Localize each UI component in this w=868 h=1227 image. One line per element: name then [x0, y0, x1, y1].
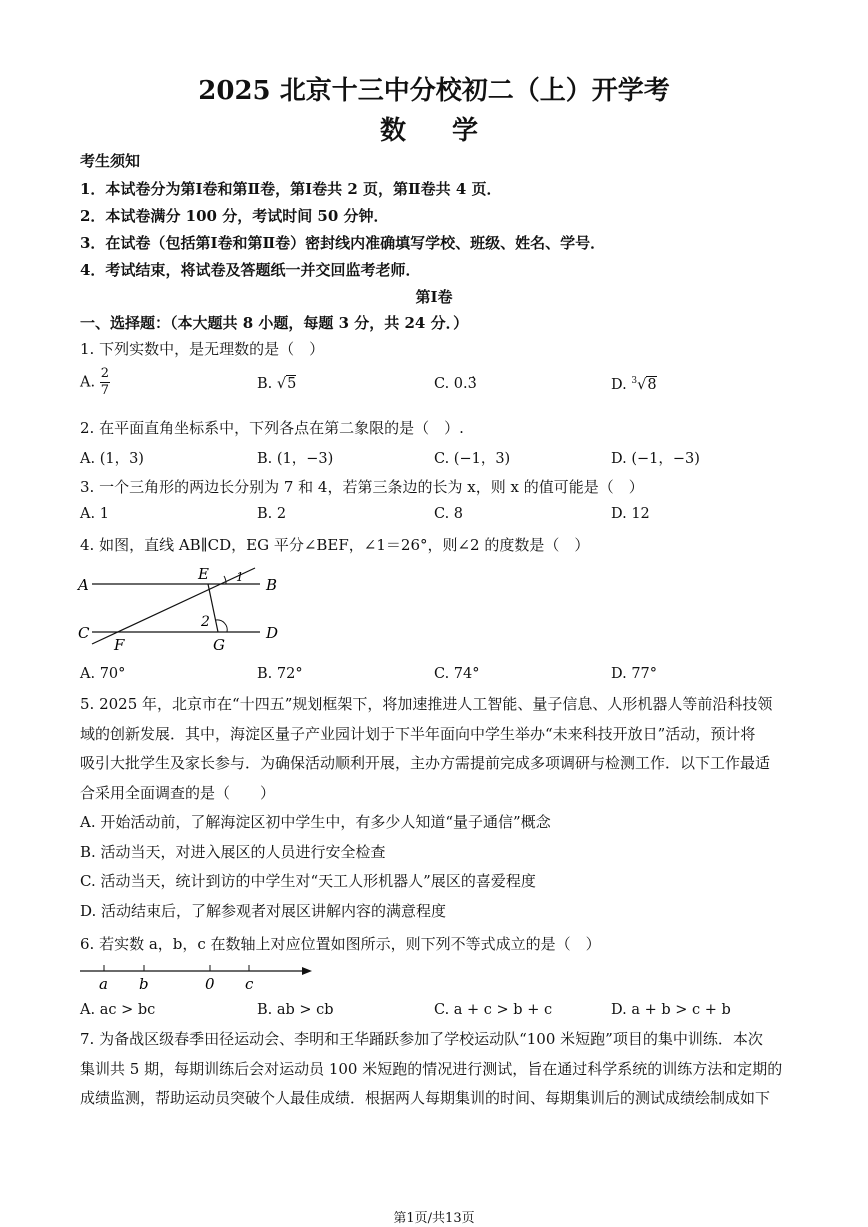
- label-e: E: [198, 565, 209, 583]
- q7-stem: [80, 1025, 790, 1114]
- q1-option-d: [611, 376, 657, 393]
- q1-option-b: [257, 376, 296, 392]
- q1-a-numerator: 2: [100, 366, 109, 381]
- number-line: [76, 962, 326, 994]
- page-footer: 第1页/共13页: [393, 1211, 475, 1226]
- notice-item-3: 3．在试卷（包括第Ⅰ卷和第Ⅱ卷）密封线内准确填写学校、班级、姓名、学号．: [80, 234, 606, 252]
- label-b: B: [266, 576, 278, 594]
- notice-item-1: 1．本试卷分为第Ⅰ卷和第Ⅱ卷，第Ⅰ卷共 2 页，第Ⅱ卷共 4 页．: [80, 180, 502, 198]
- q4-option-b: B. 72°: [257, 666, 303, 682]
- label-zero: 0: [205, 975, 215, 993]
- label-d: D: [266, 624, 279, 642]
- q5-option-d: D. 活动结束后，了解参观者对展区讲解内容的满意程度: [80, 901, 447, 920]
- label-c: C: [78, 624, 90, 642]
- label-f: F: [114, 636, 125, 654]
- q1-a-fraction: [100, 366, 110, 399]
- q3-option-b: B. 2: [257, 506, 287, 522]
- q2-option-c: C. (−1，3): [434, 451, 511, 467]
- q4-figure: [70, 562, 290, 658]
- label-g: G: [213, 636, 225, 654]
- label-b: b: [139, 975, 149, 993]
- q1-a-label: A.: [80, 374, 96, 391]
- q1-d-radicand: 8: [647, 376, 657, 393]
- q4-option-a: A. 70°: [80, 666, 126, 682]
- sqrt-icon: √: [276, 376, 287, 392]
- cube-root-icon: √: [637, 376, 647, 393]
- q5-stem-line-1: 5. 2025 年，北京市在“十四五”规划框架下，将加速推进人工智能、量子信息、人形机器人等前沿科技领: [80, 695, 773, 713]
- part1-label: 第Ⅰ卷: [415, 288, 453, 306]
- q3-option-a: A. 1: [80, 506, 109, 522]
- q3-option-d: D. 12: [611, 506, 650, 522]
- q5-stem-line-4: 合采用全面调查的是（ ）: [80, 783, 276, 802]
- q5-stem-line-2: 域的创新发展．其中，海淀区量子产业园计划于下半年面向中学生举办“未来科技开放日”活动，预计将: [80, 724, 756, 743]
- q5-stem: [80, 690, 790, 926]
- q6-option-d: D. a + b > c + b: [611, 1002, 731, 1018]
- q4-option-c: C. 74°: [434, 666, 480, 682]
- q5-stem-line-3: 吸引大批学生及家长参与．为确保活动顺利开展，主办方需提前完成多项调研与检测工作．以下工作最适: [80, 754, 771, 772]
- q3-stem: 3. 一个三角形的两边长分别为 7 和 4，若第三条边的长为 x，则 x 的值可能是（ ）: [80, 478, 644, 496]
- q6-option-a: A. ac > bc: [80, 1002, 156, 1018]
- q3-option-c: C. 8: [434, 506, 464, 522]
- q2-stem: 2. 在平面直角坐标系中，下列各点在第二象限的是（ ）.: [80, 419, 464, 437]
- q7-stem-line-1: 7. 为备战区级春季田径运动会、李明和王华踊跃参加了学校运动队“100 米短跑”项目的集中训练．本次: [80, 1030, 763, 1048]
- axis-arrow-icon: [302, 967, 312, 975]
- q1-option-a: [80, 366, 110, 399]
- q1-stem: 1. 下列实数中，是无理数的是（ ）: [80, 340, 325, 358]
- q7-stem-line-2: 集训共 5 期，每期训练后会对运动员 100 米短跑的情况进行测试，旨在通过科学系统的训练方法和定期的: [80, 1059, 783, 1078]
- label-angle-1: 1: [236, 570, 244, 584]
- q2-option-b: B. (1，−3): [257, 451, 334, 467]
- q1-d-index: 3: [631, 376, 638, 386]
- q1-option-c: C. 0.3̇: [434, 376, 477, 392]
- q4-stem: 4. 如图，直线 AB∥CD，EG 平分∠BEF，∠1＝26°，则∠2 的度数是（ ）: [80, 536, 590, 554]
- q1-b-radicand: 5: [287, 376, 297, 392]
- notice-heading: 考生须知: [80, 152, 141, 170]
- subject-title: 数 学: [379, 116, 488, 146]
- q5-option-c: C. 活动当天，统计到访的中学生对“天工人形机器人”展区的喜爱程度: [80, 872, 536, 890]
- q5-option-b: B. 活动当天，对进入展区的人员进行安全检查: [80, 842, 386, 861]
- notice-item-4: 4．考试结束，将试卷及答题纸一并交回监考老师．: [80, 261, 421, 279]
- q1-d-label: D.: [611, 376, 627, 393]
- q1-a-denominator: 7: [100, 383, 109, 398]
- q1-b-label: B.: [257, 376, 273, 392]
- q6-stem: 6. 若实数 a，b，c 在数轴上对应位置如图所示，则下列不等式成立的是（ ）: [80, 935, 601, 953]
- q2-option-d: D. (−1，−3): [611, 451, 700, 467]
- q7-stem-line-3: 成绩监测，帮助运动员突破个人最佳成绩．根据两人每期集训的时间、每期集训后的测试成绩绘制成如下: [80, 1089, 771, 1107]
- label-a: A: [78, 576, 89, 594]
- q5-option-a: A. 开始活动前，了解海淀区初中学生中，有多少人知道“量子通信”概念: [80, 813, 551, 831]
- q6-option-b: B. ab > cb: [257, 1002, 334, 1018]
- label-a: a: [99, 975, 108, 993]
- section-heading: 一、选择题：（本大题共 8 小题，每题 3 分，共 24 分．）: [80, 314, 469, 332]
- exam-title: 2025 北京十三中分校初二（上）开学考: [198, 76, 670, 106]
- label-c: c: [245, 975, 254, 993]
- q4-option-d: D. 77°: [611, 666, 658, 682]
- notice-item-2: 2．本试卷满分 100 分，考试时间 50 分钟．: [80, 207, 389, 225]
- label-angle-2: 2: [201, 614, 210, 630]
- q2-option-a: A. (1，3): [80, 451, 144, 467]
- q6-option-c: C. a + c > b + c: [434, 1002, 553, 1018]
